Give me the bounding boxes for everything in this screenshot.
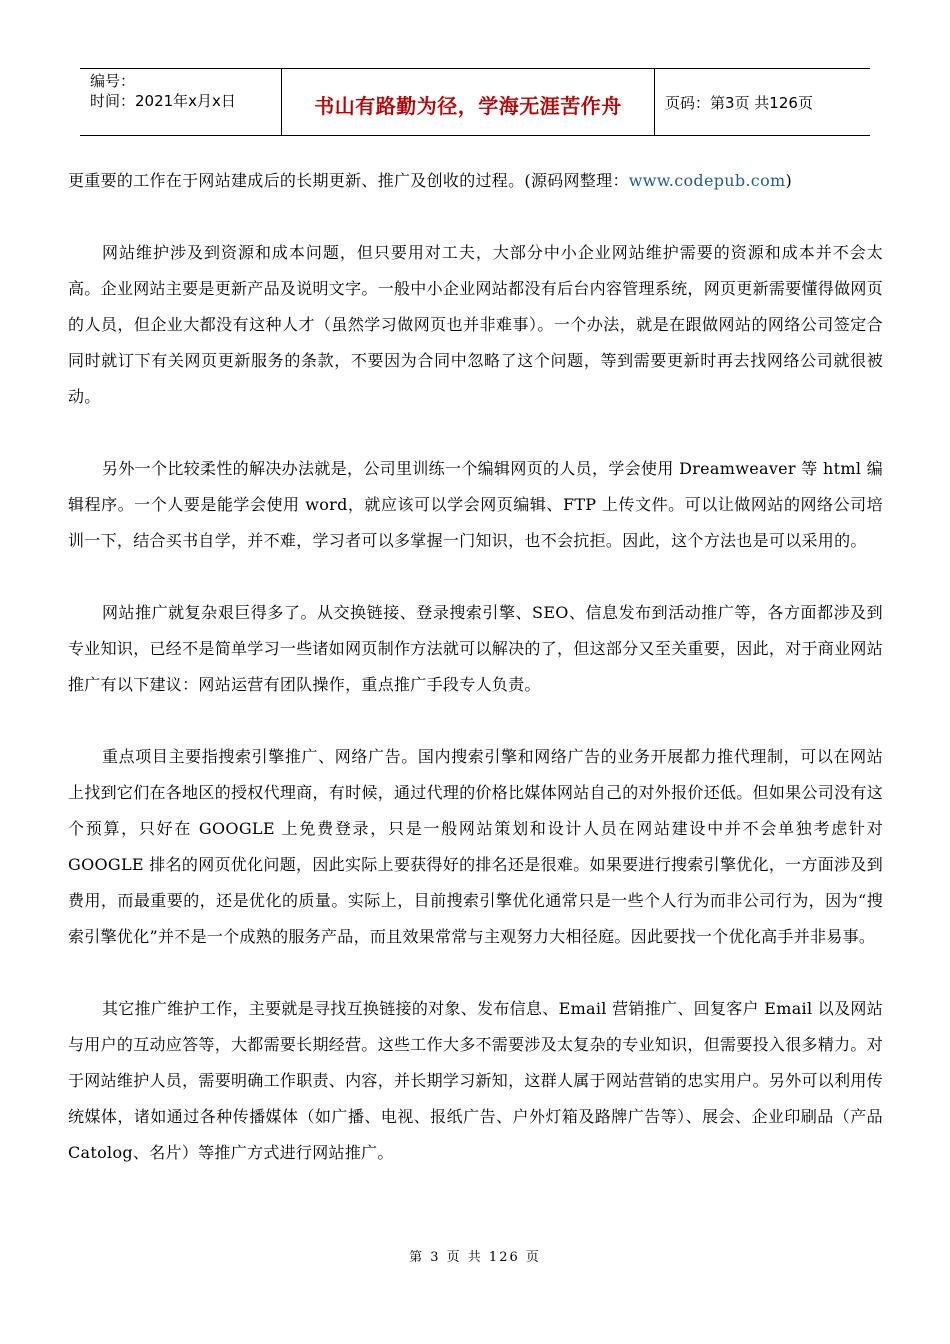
page-header <box>80 68 870 136</box>
motto-text: 书山有路勤为径，学海无涯苦作舟 <box>314 94 622 118</box>
paragraph: 另外一个比较柔性的解决办法就是，公司里训练一个编辑网页的人员，学会使用 Dreamweaver 等 html 编辑程序。一个人要是能学会使用 word，就应该可以学会网页编辑、FTP 上传文件。可以让做网站的网络公司培训一下，结合买书自学，并不难，学习者可以多掌握一门知识，也不会抗拒。因此，这个方法也是可以采用的。 <box>68 459 883 550</box>
source-link[interactable]: www.codepub.com <box>628 171 786 190</box>
time-label: 时间：2021年x月x日 <box>90 92 236 110</box>
page-info-text: 页码：第3页 共126页 <box>665 94 813 112</box>
header-page-info <box>655 69 870 136</box>
header-motto-cell <box>282 69 655 136</box>
paragraph: 重点项目主要指搜索引擎推广、网络广告。国内搜索引擎和网络广告的业务开展都力推代理制，可以在网站上找到它们在各地区的授权代理商，有时候，通过代理的价格比媒体网站自己的对外报价还低。但如果公司没有这个预算，只好在 GOOGLE 上免费登录，只是一般网站策划和设计人员在网站建设中并不会单独考虑针对 GOOGLE 排名的网页优化问题，因此实际上要获得好的排名还是很难。如果要进行搜索引擎优化，一方面涉及到费用，而最重要的，还是优化的质量。实际上，目前搜索引擎优化通常只是一些个人行为而非公司行为，因为“搜索引擎优化”并不是一个成熟的服务产品，而且效果常常与主观努力大相径庭。因此要找一个优化高手并非易事。 <box>68 747 884 946</box>
intro-text: 更重要的工作在于网站建成后的长期更新、推广及创收的过程。(源码网整理： <box>68 171 629 190</box>
number-label: 编号： <box>90 72 136 90</box>
paragraph: 其它推广维护工作，主要就是寻找互换链接的对象、发布信息、Email 营销推广、回复客户 Email 以及网站与用户的互动应答等，大都需要长期经营。这些工作大多不需要涉及太复杂的专业知识，但需要投入很多精力。对于网站维护人员，需要明确工作职责、内容，并长期学习新知，这群人属于网站营销的忠实用户。另外可以利用传统媒体，诸如通过各种传播媒体（如广播、电视、报纸广告、户外灯箱及路牌广告等）、展会、企业印刷品（产品 Catolog、名片）等推广方式进行网站推广。 <box>68 999 884 1162</box>
header-meta <box>80 69 282 136</box>
intro-close: ) <box>785 171 793 190</box>
page-footer: 第 3 页 共 126 页 <box>409 1250 541 1265</box>
document-body <box>68 163 883 1207</box>
paragraph: 网站推广就复杂艰巨得多了。从交换链接、登录搜索引擎、SEO、信息发布到活动推广等，各方面都涉及到专业知识，已经不是简单学习一些诸如网页制作方法就可以解决的了，但这部分又至关重要，因此，对于商业网站推广有以下建议：网站运营有团队操作，重点推广手段专人负责。 <box>68 603 884 694</box>
paragraph: 网站维护涉及到资源和成本问题，但只要用对工夫，大部分中小企业网站维护需要的资源和成本并不会太高。企业网站主要是更新产品及说明文字。一般中小企业网站都没有后台内容管理系统，网页更新需要懂得做网页的人员，但企业大都没有这种人才（虽然学习做网页也并非难事）。一个办法，就是在跟做网站的网络公司签定合同时就订下有关网页更新服务的条款，不要因为合同中忽略了这个问题，等到需要更新时再去找网络公司就很被动。 <box>68 243 884 406</box>
paragraph-intro <box>68 163 883 199</box>
